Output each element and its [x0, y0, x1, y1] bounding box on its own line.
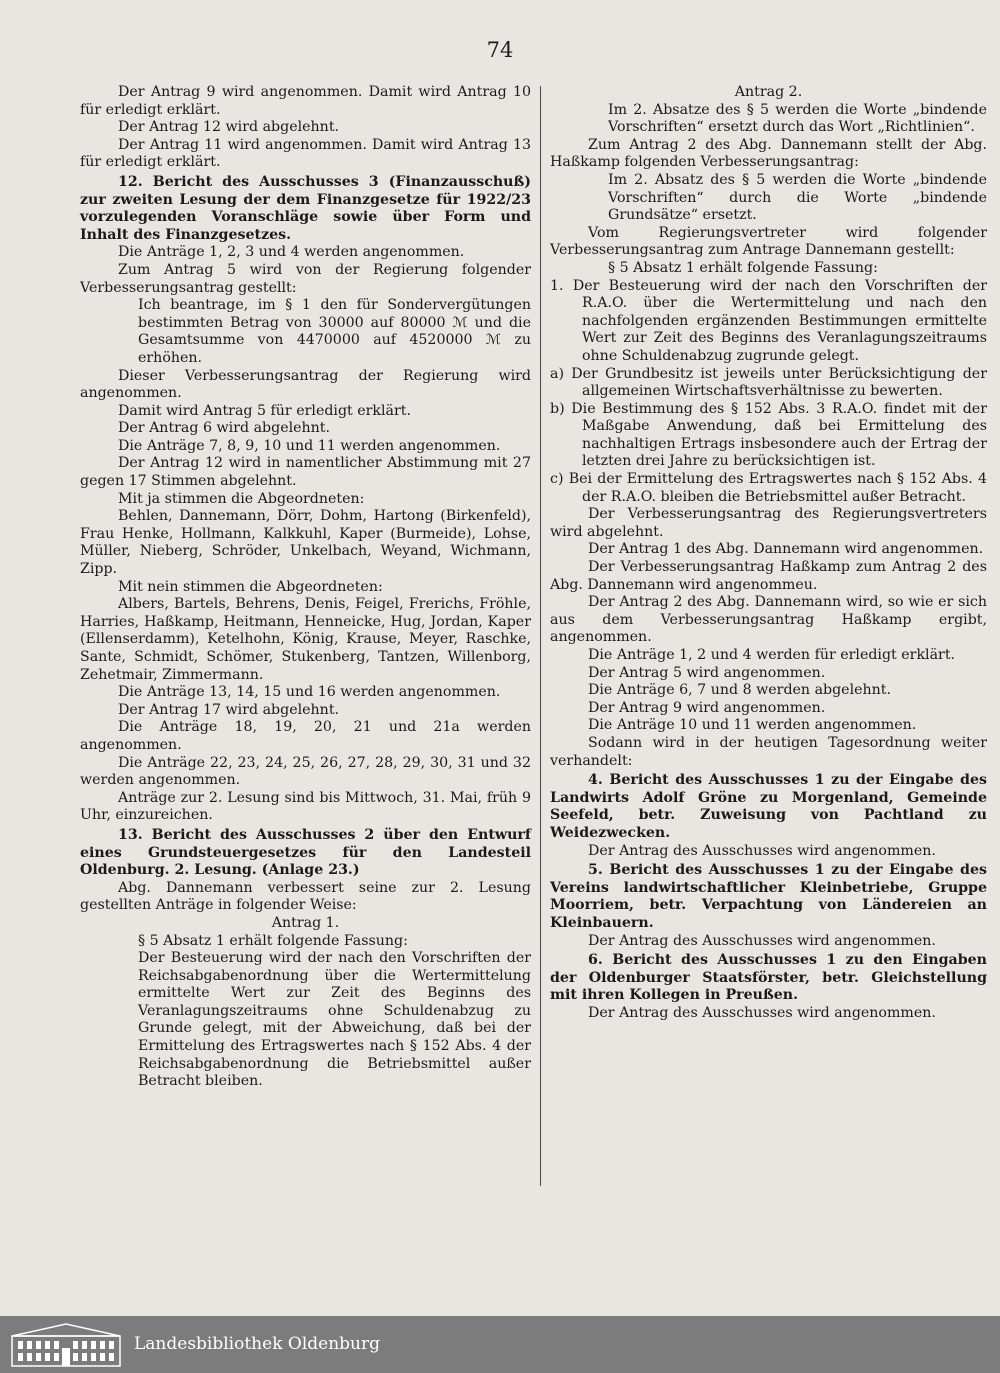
footer-bar	[0, 1316, 1000, 1373]
paragraph: a) Der Grundbesitz ist jeweils unter Berücksichtigung der allgemeinen Wirtschaftsverhältnisse zu bewerten.	[550, 365, 987, 400]
paragraph: Dieser Verbesserungsantrag der Regierung wird angenommen.	[80, 367, 531, 402]
paragraph: Albers, Bartels, Behrens, Denis, Feigel, Frerichs, Fröhle, Harries, Haßkamp, Heitmann, Henneicke, Hug, Jordan, Kaper (Ellenserdamm), Ketelhohn, König, Krause, Meyer, Raschke, Sante, Schmidt, Schömer, Stukenberg, Tantzen, Willenborg, Zehetmair, Zimmermann.	[80, 596, 531, 683]
paragraph: Die Anträge 7, 8, 9, 10 und 11 werden angenommen.	[118, 437, 501, 454]
paragraph: Der Antrag des Ausschusses wird angenommen.	[588, 1004, 936, 1021]
paragraph: Im 2. Absatze des § 5 werden die Worte „bindende Vorschriften“ ersetzt durch das Wort „Richtlinien“.	[608, 101, 987, 136]
paragraph: 4. Bericht des Ausschusses 1 zu der Eingabe des Landwirts Adolf Gröne zu Morgenland, Gemeinde Seefeld, betr. Zuweisung von Pachtland zu Weidezwecken.	[550, 772, 987, 841]
paragraph: Sodann wird in der heutigen Tagesordnung weiter verhandelt:	[550, 734, 987, 769]
paragraph: 13. Bericht des Ausschusses 2 über den Entwurf eines Grundsteuergesetzes für den Landesteil Oldenburg. 2. Lesung. (Anlage 23.)	[80, 826, 531, 879]
paragraph: Die Anträge 22, 23, 24, 25, 26, 27, 28, 29, 30, 31 und 32 werden angenommen.	[80, 754, 531, 789]
paragraph: Mit nein stimmen die Abgeordneten:	[118, 578, 383, 595]
paragraph: Die Anträge 6, 7 und 8 werden abgelehnt.	[588, 682, 892, 699]
paragraph: Im 2. Absatz des § 5 werden die Worte „bindende Vorschriften“ durch die Worte „bindende Grundsätze“ ersetzt.	[608, 171, 987, 224]
paragraph: Der Antrag 11 wird angenommen. Damit wird Antrag 13 für erledigt erklärt.	[80, 136, 531, 171]
paragraph: Der Antrag 9 wird angenommen. Damit wird Antrag 10 für erledigt erklärt.	[80, 84, 531, 118]
paragraph: Ich beantrage, im § 1 den für Sondervergütungen bestimmten Betrag von 30000 auf 80000 ℳ und die Gesamtsumme von 4470000 auf 4520000 ℳ zu erhöhen.	[138, 297, 531, 366]
paragraph: Der Antrag 2 des Abg. Dannemann wird, so wie er sich aus dem Verbesserungsantrag Haßkamp ergibt, angenommen.	[550, 594, 987, 646]
left-column	[80, 84, 531, 1091]
library-building-icon	[10, 1322, 122, 1368]
paragraph: Der Verbesserungsantrag des Regierungsvertreters wird abgelehnt.	[550, 506, 987, 540]
paragraph: Der Antrag des Ausschusses wird angenommen.	[588, 842, 936, 859]
paragraph: 5. Bericht des Ausschusses 1 zu der Eingabe des Vereins landwirtschaftlicher Kleinbetriebe, Gruppe Moorriem, betr. Verpachtung von Ländereien an Kleinbauern.	[550, 862, 987, 931]
paragraph: Der Antrag 9 wird angenommen.	[588, 699, 826, 716]
paragraph: § 5 Absatz 1 erhält folgende Fassung:	[608, 259, 878, 276]
paragraph: Die Anträge 13, 14, 15 und 16 werden angenommen.	[118, 684, 501, 701]
paragraph: Vom Regierungsvertreter wird folgender Verbesserungsantrag zum Antrage Dannemann gestellt:	[550, 224, 987, 259]
paragraph: Mit ja stimmen die Abgeordneten:	[118, 490, 365, 507]
paragraph: Antrag 1.	[271, 914, 340, 931]
paragraph: Der Besteuerung wird der nach den Vorschriften der Reichsabgabenordnung über die Wertermittelung ermittelte Wert zur Zeit des Beginns des Veranlagungszeitraums ohne Schuldenabzug zu Grunde gelegt, mit der Abweichung, daß bei der Ermittelung des Ertragswertes nach § 152 Abs. 4 der Reichsabgabenordnung die Betriebsmittel außer Betracht bleiben.	[138, 950, 531, 1090]
paragraph: Zum Antrag 2 des Abg. Dannemann stellt der Abg. Haßkamp folgenden Verbesserungsantrag:	[550, 136, 987, 171]
paragraph: Anträge zur 2. Lesung sind bis Mittwoch, 31. Mai, früh 9 Uhr, einzureichen.	[80, 789, 531, 824]
paragraph: Behlen, Dannemann, Dörr, Dohm, Hartong (Birkenfeld), Frau Henke, Hollmann, Kalkkuhl, Kaper (Burmeide), Lohse, Müller, Nieberg, Schröder, Unkelbach, Weyand, Wichmann, Zipp.	[80, 508, 531, 578]
page-number: 74	[486, 38, 514, 62]
paragraph: Der Antrag 5 wird angenommen.	[588, 664, 826, 681]
paragraph: Der Antrag 6 wird abgelehnt.	[118, 420, 331, 437]
paragraph: § 5 Absatz 1 erhält folgende Fassung:	[138, 932, 408, 949]
paragraph: 1. Der Besteuerung wird der nach den Vorschriften der R.A.O. über die Wertermittelung und nach den nachfolgenden ergänzenden Bestimmungen ermittelte Wert zur Zeit des Beginns des Veranlagungszeitraums ohne Schuldenabzug zugrunde gelegt.	[550, 277, 987, 364]
paragraph: Abg. Dannemann verbessert seine zur 2. Lesung gestellten Anträge in folgender Weise:	[80, 879, 531, 914]
paragraph: Die Anträge 18, 19, 20, 21 und 21a werden angenommen.	[80, 719, 531, 753]
paragraph: Der Antrag 12 wird in namentlicher Abstimmung mit 27 gegen 17 Stimmen abgelehnt.	[80, 455, 531, 490]
paragraph: Die Anträge 1, 2 und 4 werden für erledigt erklärt.	[588, 647, 956, 663]
library-name: Landesbibliothek Oldenburg	[134, 1334, 381, 1354]
paragraph: Die Anträge 1, 2, 3 und 4 werden angenommen.	[118, 244, 465, 261]
paragraph: 6. Bericht des Ausschusses 1 zu den Eingaben der Oldenburger Staatsförster, betr. Gleichstellung mit ihren Kollegen in Preußen.	[550, 952, 987, 1004]
paragraph: Damit wird Antrag 5 für erledigt erklärt.	[118, 402, 412, 419]
paragraph: b) Die Bestimmung des § 152 Abs. 3 R.A.O. findet mit der Maßgabe Anwendung, daß bei Ermittelung des nachhaltigen Ertrags insbesondere auch der Ertrag der letzten drei Jahre zu berücksichtigen ist.	[550, 400, 987, 470]
right-column	[550, 84, 987, 1022]
paragraph: Antrag 2.	[734, 84, 803, 100]
paragraph: Die Anträge 10 und 11 werden angenommen.	[588, 717, 917, 734]
column-divider	[540, 86, 541, 1186]
paragraph: Der Antrag 1 des Abg. Dannemann wird angenommen.	[588, 541, 984, 558]
paragraph: Der Verbesserungsantrag Haßkamp zum Antrag 2 des Abg. Dannemann wird angenommeu.	[550, 559, 987, 593]
paragraph: c) Bei der Ermittelung des Ertragswertes nach § 152 Abs. 4 der R.A.O. bleiben die Betriebsmittel außer Betracht.	[550, 471, 987, 505]
paragraph: Der Antrag 12 wird abgelehnt.	[118, 119, 340, 136]
paragraph: 12. Bericht des Ausschusses 3 (Finanzausschuß) zur zweiten Lesung der dem Finanzgesetze für 1922/23 vorzulegenden Voranschläge sowie über Form und Inhalt des Finanzgesetzes.	[80, 173, 531, 243]
paragraph: Der Antrag 17 wird abgelehnt.	[118, 701, 340, 718]
paragraph: Der Antrag des Ausschusses wird angenommen.	[588, 932, 936, 949]
paragraph: Zum Antrag 5 wird von der Regierung folgender Verbesserungsantrag gestellt:	[80, 261, 531, 296]
